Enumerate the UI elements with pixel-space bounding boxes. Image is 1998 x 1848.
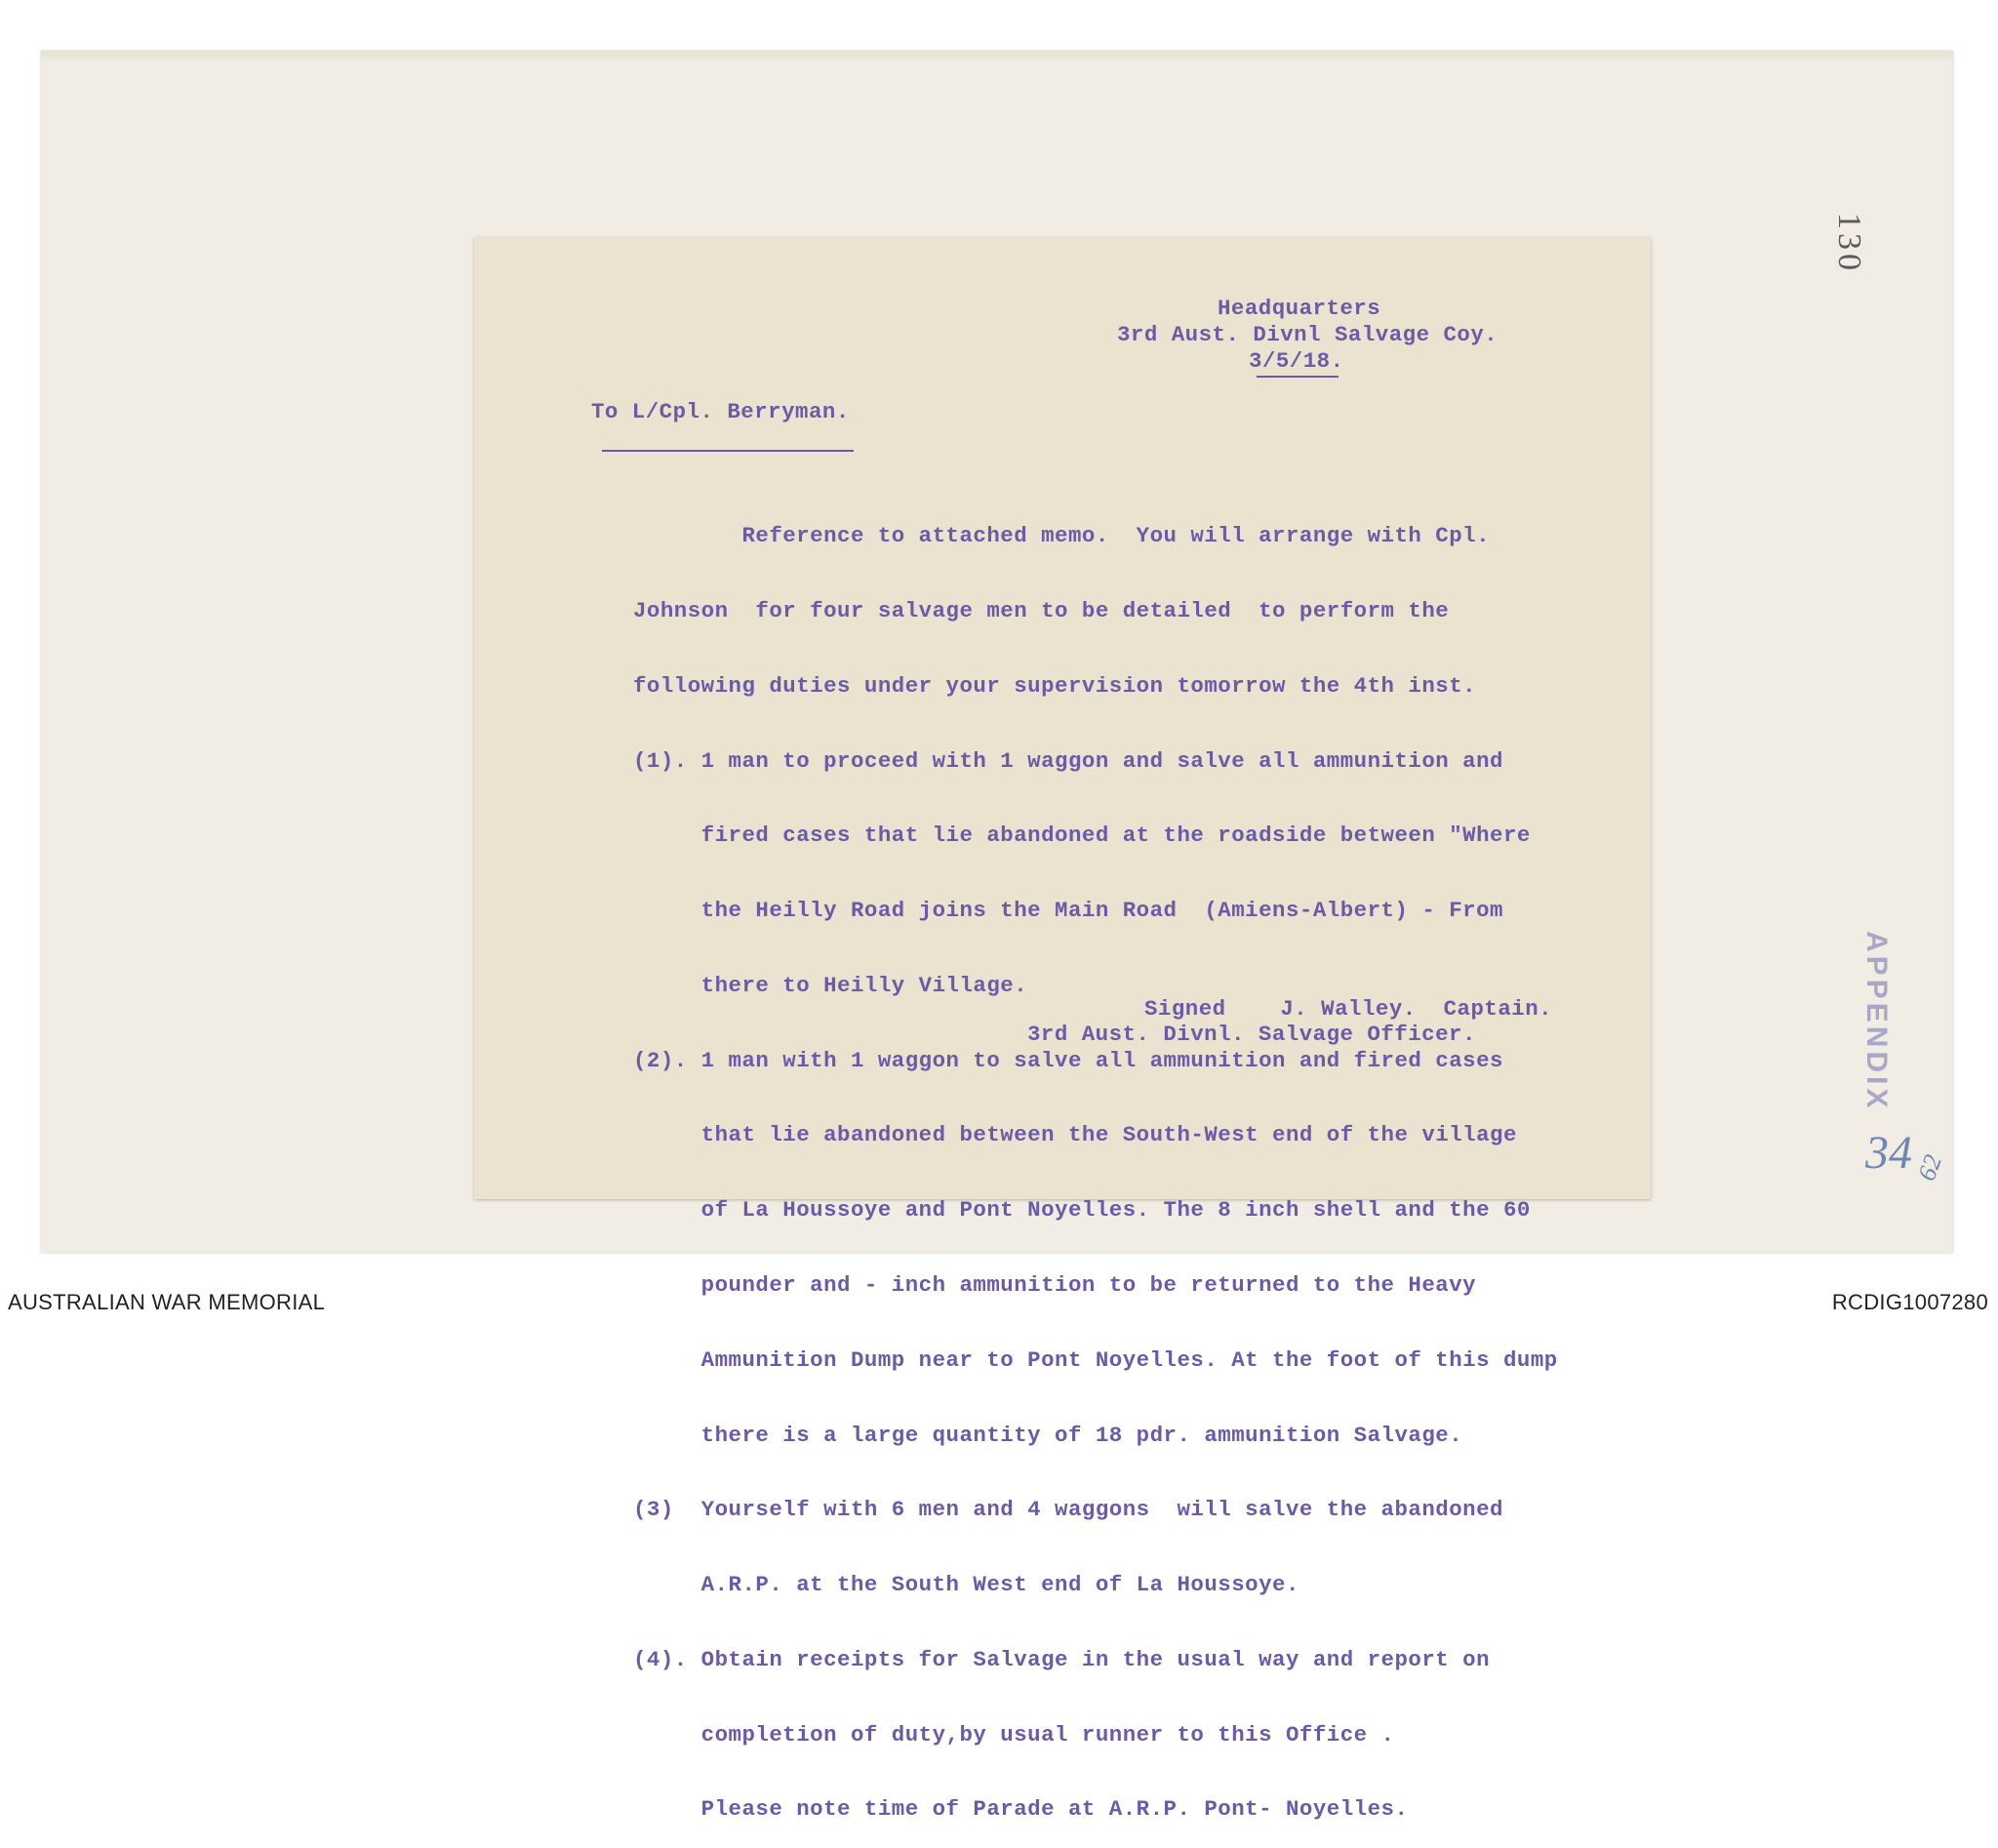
body-line: pounder and - inch ammunition to be returned to the Heavy bbox=[633, 1272, 1477, 1298]
mount-top-edge bbox=[41, 51, 1953, 64]
body-line: Johnson for four salvage men to be detailed to perform the bbox=[633, 597, 1450, 623]
archive-reference: RCDIG1007280 bbox=[1831, 1290, 1988, 1314]
folio-number: 130 bbox=[1831, 213, 1867, 274]
body-line: there to Heilly Village. bbox=[633, 972, 1028, 998]
body-line: that lie abandoned between the South-West end of the village bbox=[633, 1122, 1517, 1148]
letter-body bbox=[633, 474, 1558, 1848]
signature-title: 3rd Aust. Divnl. Salvage Officer. bbox=[1027, 1022, 1476, 1047]
header-date: 3/5/18. bbox=[1249, 348, 1344, 374]
archive-institution: AUSTRALIAN WAR MEMORIAL bbox=[8, 1290, 326, 1314]
signature-line: Signed J. Walley. Captain. bbox=[1144, 996, 1553, 1022]
body-line: (3) Yourself with 6 men and 4 waggons will salve the abandoned bbox=[633, 1497, 1503, 1523]
body-line: of La Houssoye and Pont Noyelles. The 8 inch shell and the 60 bbox=[633, 1197, 1531, 1224]
header-headquarters: Headquarters bbox=[1218, 296, 1381, 321]
appendix-stamp: APPENDIX bbox=[1860, 931, 1893, 1112]
body-line: (1). 1 man to proceed with 1 waggon and salve all ammunition and bbox=[633, 747, 1503, 774]
addressee: To L/Cpl. Berryman. bbox=[591, 399, 850, 424]
body-line: Please note time of Parade at A.R.P. Pont- Noyelles. bbox=[633, 1796, 1409, 1823]
addressee-rule bbox=[602, 450, 854, 452]
pencil-small-number: 62 bbox=[1912, 1150, 1948, 1185]
body-line: Ammunition Dump near to Pont Noyelles. At the foot of this dump bbox=[633, 1346, 1558, 1373]
body-line: following duties under your supervision tomorrow the 4th inst. bbox=[633, 672, 1477, 699]
body-line: (4). Obtain receipts for Salvage in the usual way and report on bbox=[633, 1646, 1491, 1672]
body-line: (2). 1 man with 1 waggon to salve all ammunition and fired cases bbox=[633, 1047, 1503, 1073]
body-line: A.R.P. at the South West end of La Houssoye. bbox=[633, 1572, 1299, 1598]
body-line: there is a large quantity of 18 pdr. ammunition Salvage. bbox=[633, 1422, 1463, 1448]
header-unit: 3rd Aust. Divnl Salvage Coy. bbox=[1117, 322, 1498, 347]
body-line: Reference to attached memo. You will arrange with Cpl. bbox=[633, 523, 1491, 549]
letter-header bbox=[0, 0, 1498, 374]
pencil-appendix-number: 34 bbox=[1865, 1127, 1912, 1179]
body-line: completion of duty,by usual runner to this Office . bbox=[633, 1721, 1395, 1748]
date-underline bbox=[1257, 376, 1339, 378]
body-line: the Heilly Road joins the Main Road (Amiens-Albert) - From bbox=[633, 898, 1503, 924]
body-line: fired cases that lie abandoned at the roadside between "Where bbox=[633, 823, 1531, 849]
